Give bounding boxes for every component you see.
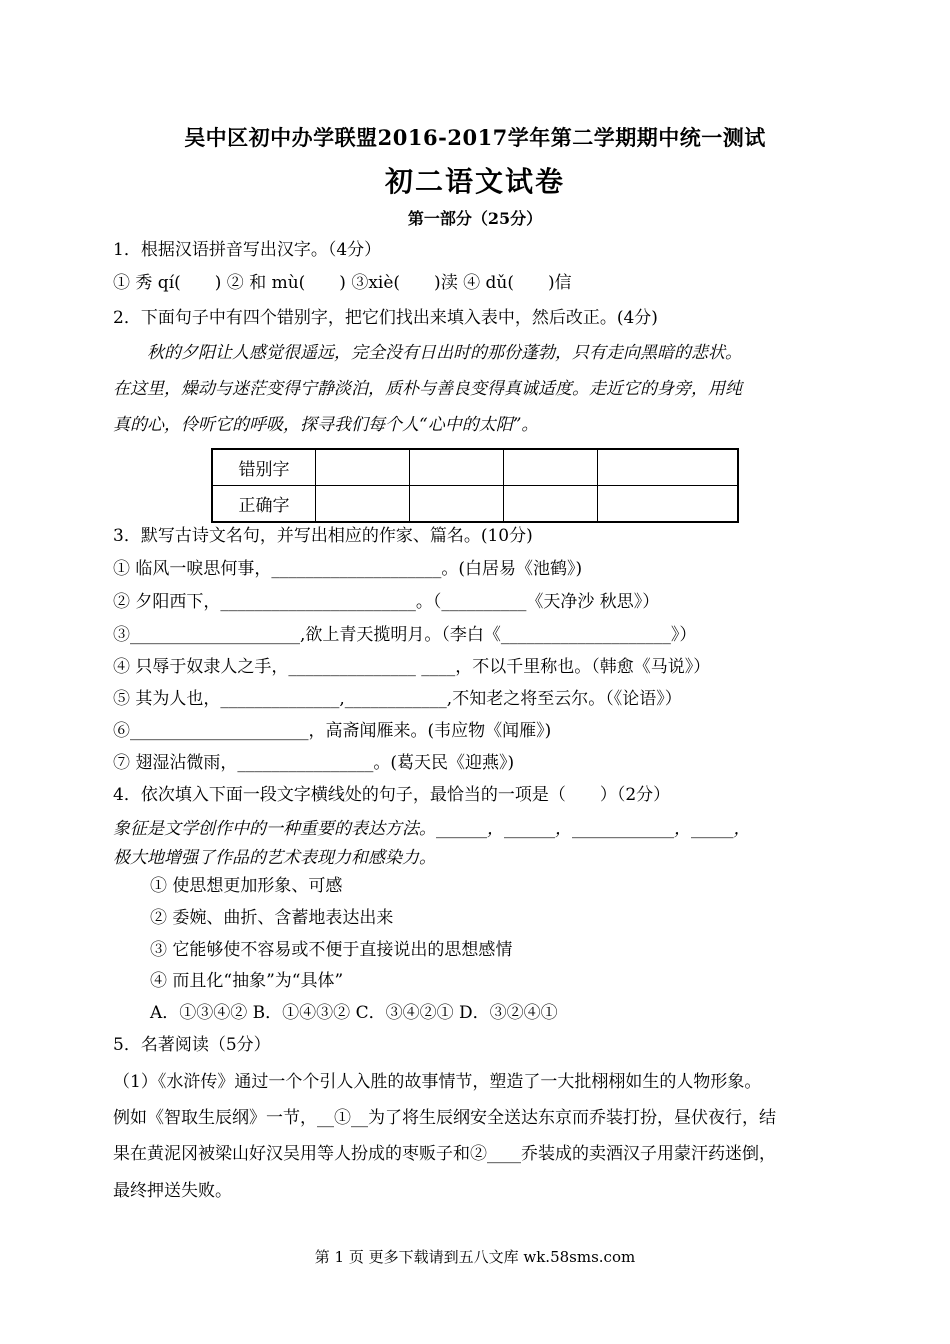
answer-cell[interactable] <box>316 449 410 486</box>
q5-text-line: （1）《水浒传》通过一个个引人入胜的故事情节，塑造了一大批栩栩如生的人物形象。 <box>113 1072 762 1092</box>
wrong-char-label: 错别字 <box>212 449 316 486</box>
answer-cell[interactable] <box>597 449 738 486</box>
q5-text-line: 最终押送失败。 <box>113 1181 232 1201</box>
page-footer: 第 1 页 更多下载请到五八文库 wk.58sms.com <box>314 1248 636 1266</box>
exam-subtitle: 初二语文试卷 <box>384 165 565 198</box>
q2-passage-line: 真的心，伶听它的呼吸，探寻我们每个人“心中的太阳”。 <box>113 415 539 435</box>
answer-cell[interactable] <box>316 486 410 523</box>
q3-stem: 3．默写古诗文名句，并写出相应的作家、篇名。(10分) <box>113 526 533 546</box>
q3-item: ⑤ 其为人也，______________,____________,不知老之将至云尔。（《论语》） <box>113 689 682 709</box>
answer-cell[interactable] <box>409 449 503 486</box>
q1-stem: 1．根据汉语拼音写出汉字。（4分） <box>113 240 382 260</box>
exam-title: 吴中区初中办学联盟2016-2017学年第二学期期中统一测试 <box>184 125 766 150</box>
q5-text-line: 果在黄泥冈被梁山好汉吴用等人扮成的枣贩子和②____乔装成的卖酒汉子用蒙汗药迷倒， <box>113 1144 776 1164</box>
q2-passage-line: 在这里，燥动与迷茫变得宁静淡泊，质朴与善良变得真诚适度。走近它的身旁，用纯 <box>113 379 742 399</box>
q1-pinyin-line: ① 秀 qí( ) ② 和 mù( ) ③xiè( )渎 ④ dǔ( )信 <box>113 273 572 293</box>
answer-cell[interactable] <box>503 449 597 486</box>
q2-stem: 2．下面句子中有四个错别字，把它们找出来填入表中，然后改正。(4分) <box>113 308 658 328</box>
correct-char-label: 正确字 <box>212 486 316 523</box>
q4-choices: A．①③④② B．①④③② C．③④②① D．③②④① <box>150 1003 558 1023</box>
table-row <box>212 486 738 523</box>
answer-cell[interactable] <box>409 486 503 523</box>
section-heading: 第一部分（25分） <box>407 209 543 228</box>
q3-item: ⑥_____________________，高斋闻雁来。(韦应物《闻雁》) <box>113 721 552 741</box>
correction-table <box>211 448 739 523</box>
q3-item: ③____________________,欲上青天揽明月。（李白《____________________》） <box>113 625 697 645</box>
answer-cell[interactable] <box>503 486 597 523</box>
q4-stem: 4．依次填入下面一段文字横线处的句子，最恰当的一项是（ ）（2分） <box>113 785 671 805</box>
q2-passage-line: 秋的夕阳让人感觉很遥远，完全没有日出时的那份蓬勃，只有走向黑暗的悲状。 <box>113 343 742 363</box>
q4-option: ① 使思想更加形象、可感 <box>150 876 343 896</box>
q4-option: ② 委婉、曲折、含蓄地表达出来 <box>150 908 394 928</box>
q4-passage-line: 极大地增强了作品的艺术表现力和感染力。 <box>113 848 436 868</box>
q3-item: ② 夕阳西下，_______________________。（__________《天净沙 秋思》） <box>113 592 660 612</box>
q4-passage-line: 象征是文学创作中的一种重要的表达方法。______，______，____________，_____， <box>113 819 751 839</box>
q4-option: ④ 而且化“抽象”为“具体” <box>150 971 344 991</box>
q3-item: ⑦ 翅湿沾微雨，________________。(葛天民《迎燕》) <box>113 753 515 773</box>
q3-item: ① 临风一唳思何事，____________________。(白居易《池鹤》) <box>113 559 583 579</box>
q5-text-line: 例如《智取生辰纲》一节，__①__为了将生辰纲安全送达东京而乔装打扮，昼伏夜行，结 <box>113 1108 776 1128</box>
q4-option: ③ 它能够使不容易或不便于直接说出的思想感情 <box>150 940 513 960</box>
answer-cell[interactable] <box>597 486 738 523</box>
q3-item: ④ 只辱于奴隶人之手，_______________ ____，不以千里称也。（韩愈《马说》） <box>113 657 711 677</box>
table-row <box>212 449 738 486</box>
q5-stem: 5．名著阅读（5分） <box>113 1035 271 1055</box>
